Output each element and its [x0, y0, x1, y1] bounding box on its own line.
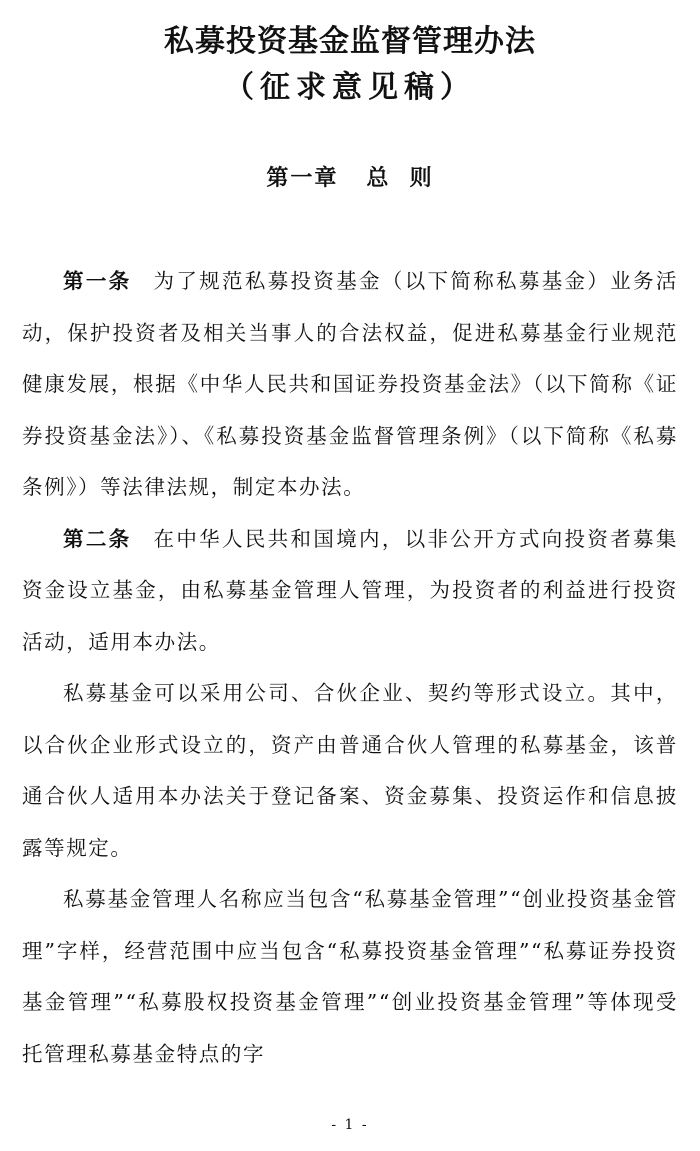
- article-2-paragraph-2: [22, 668, 678, 874]
- article-2-text-2: 私募基金可以采用公司、合伙企业、契约等形式设立。其中，以合伙企业形式设立的，资产由普通合伙人管理的私募基金，该普通合伙人适用本办法关于登记备案、资金募集、投资运作和信息披露等规定。: [22, 681, 678, 860]
- article-2-text-3: 私募基金管理人名称应当包含“私募基金管理”“创业投资基金管理”字样，经营范围中应当包含“私募投资基金管理”“私募证券投资基金管理”“私募股权投资基金管理”“创业投资基金管理”等体现受托管理私募基金特点的字: [22, 887, 678, 1066]
- article-1-paragraph: [22, 256, 678, 514]
- article-1-text: 为了规范私募投资基金（以下简称私募基金）业务活动，保护投资者及相关当事人的合法权益，促进私募基金行业规范健康发展，根据《中华人民共和国证券投资基金法》（以下简称《证券投资基金法》）、《私募投资基金监督管理条例》（以下简称《私募条例》）等法律法规，制定本办法。: [22, 269, 678, 499]
- chapter-heading: [0, 162, 700, 196]
- article-2-label: 第二条: [63, 526, 132, 551]
- chapter-name: 总 则: [366, 166, 434, 191]
- document-title: 私募投资基金监督管理办法: [164, 24, 536, 59]
- article-2-paragraph: [22, 514, 678, 669]
- page-number: - 1 -: [331, 1117, 369, 1133]
- article-1-label: 第一条: [63, 269, 132, 293]
- article-2-paragraph-3: [22, 874, 678, 1080]
- article-2-text: 在中华人民共和国境内，以非公开方式向投资者募集资金设立基金，由私募基金管理人管理，为投资者的利益进行投资活动，适用本办法。: [22, 526, 678, 654]
- document-body: [22, 256, 678, 1080]
- chapter-number: 第一章: [266, 166, 339, 191]
- document-subtitle: （征求意见稿）: [224, 70, 476, 105]
